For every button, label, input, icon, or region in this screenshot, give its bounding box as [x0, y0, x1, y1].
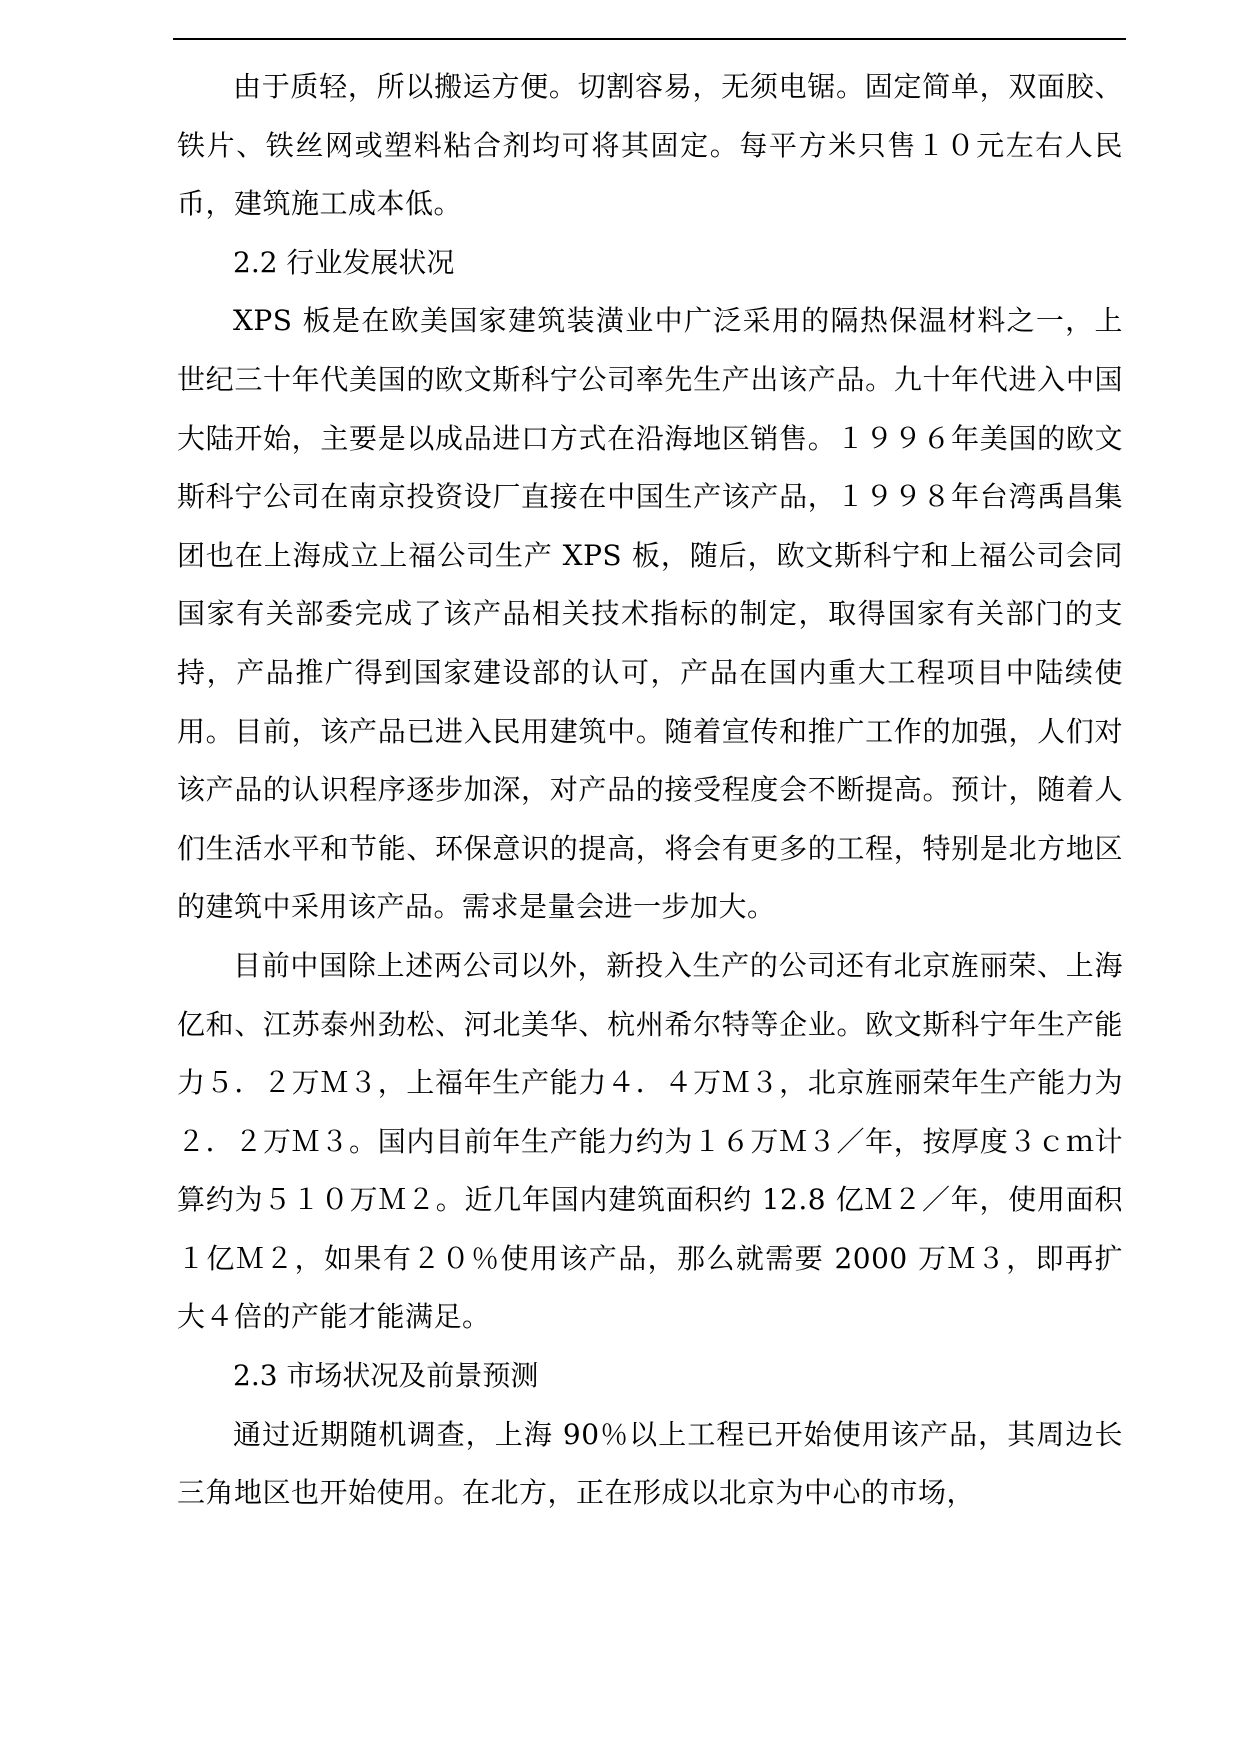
paragraph-production-capacity: 目前中国除上述两公司以外，新投入生产的公司还有北京旌丽荣、上海亿和、江苏泰州劲松、河北美华、杭州希尔特等企业。欧文斯科宁年生产能力５．２万Ｍ３，上福年生产能力４．４万Ｍ３，北京旌丽荣年生产能力为２．２万Ｍ３。国内目前年生产能力约为１６万Ｍ３／年，按厚度３ｃｍ计算约为５１０万Ｍ２。近几年国内建筑面积约 12.8 亿Ｍ２／年，使用面积１亿Ｍ２，如果有２０％使用该产品，那么就需要 2000 万Ｍ３，即再扩大４倍的产能才能满足。 [177, 948, 1123, 1334]
paragraph-market-survey: 通过近期随机调查，上海 90％以上工程已开始使用该产品，其周边长三角地区也开始使用。在北方，正在形成以北京为中心的市场， [177, 1417, 1123, 1510]
document-body [177, 58, 1123, 1523]
section-heading-industry-development: 2.2 行业发展状况 [233, 245, 455, 279]
header-rule [173, 38, 1126, 40]
paragraph-material-advantages: 由于质轻，所以搬运方便。切割容易，无须电锯。固定简单，双面胶、铁片、铁丝网或塑料粘合剂均可将其固定。每平方米只售１０元左右人民币，建筑施工成本低。 [177, 70, 1123, 221]
paragraph-industry-history: XPS 板是在欧美国家建筑装潢业中广泛采用的隔热保温材料之一，上世纪三十年代美国的欧文斯科宁公司率先生产出该产品。九十年代进入中国大陆开始，主要是以成品进口方式在沿海地区销售。１９９６年美国的欧文斯科宁公司在南京投资设厂直接在中国生产该产品，１９９８年台湾禹昌集团也在上海成立上福公司生产 XPS 板，随后，欧文斯科宁和上福公司会同国家有关部委完成了该产品相关技术指标的制定，取得国家有关部门的支持，产品推广得到国家建设部的认可，产品在国内重大工程项目中陆续使用。目前，该产品已进入民用建筑中。随着宣传和推广工作的加强，人们对该产品的认识程序逐步加深，对产品的接受程度会不断提高。预计，随着人们生活水平和节能、环保意识的提高，将会有更多的工程，特别是北方地区的建筑中采用该产品。需求是量会进一步加大。 [177, 304, 1123, 924]
section-heading-market-forecast: 2.3 市场状况及前景预测 [233, 1359, 539, 1393]
